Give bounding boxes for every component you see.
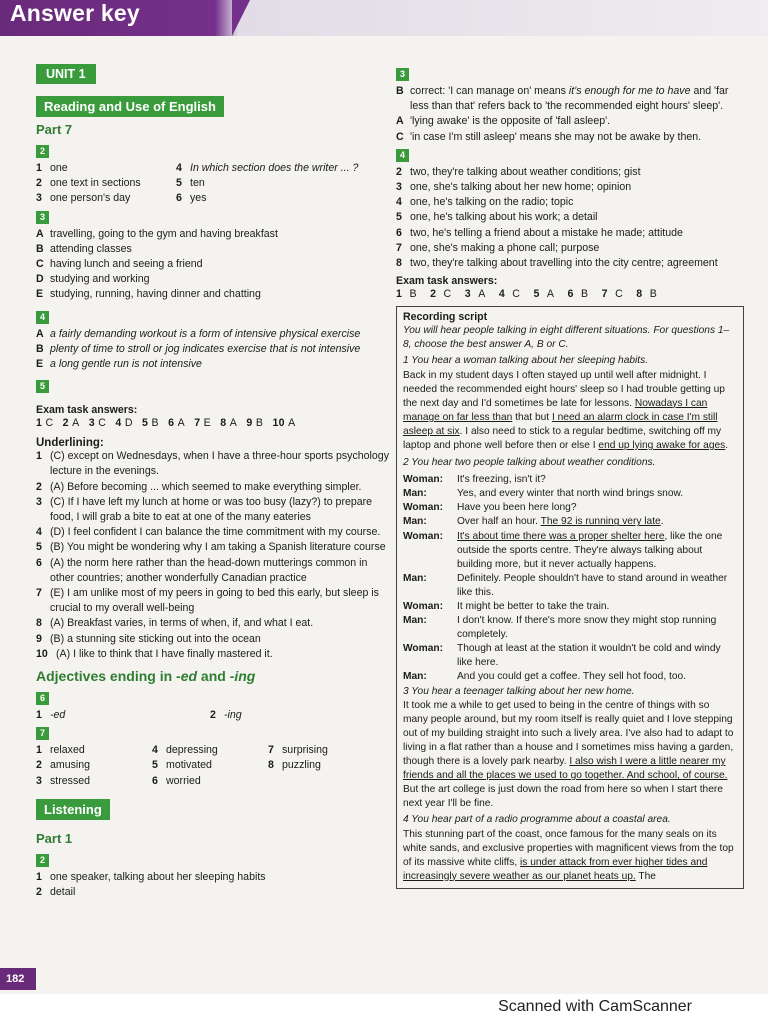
answer-row: 1 -ed 2 -ing xyxy=(36,709,242,722)
list-item: 10 (A) I like to think that I have finally mastered it. xyxy=(36,647,273,660)
list-item: 4 (D) I feel confident I can balance the time commitment with my course. xyxy=(36,526,381,539)
dialogue-line: Man: And you could get a coffee. They sell hot food, too. xyxy=(403,671,686,683)
list-item: C having lunch and seeing a friend xyxy=(36,258,203,271)
question-number: 6 xyxy=(36,692,49,705)
dialogue-line: Man: Over half an hour. The 92 is running very late. xyxy=(403,516,664,528)
list-item: E a long gentle run is not intensive xyxy=(36,358,202,371)
script-paragraph: This stunning part of the coast, once famous for the many seals on its white sands, and exclusive properties with magnificent views from the top of its massive white cliffs, is under attack from ever higher tides and increasingly severe weather as our planet heats up. The xyxy=(403,828,734,882)
dialogue-line: Woman: It's about time there was a proper shelter here, like the one outside the sports centre. They're always talking about building more, but it never actually happens. xyxy=(403,530,723,570)
recording-script xyxy=(396,306,744,889)
list-item: B plenty of time to stroll or jog indicates exercise that is not intensive xyxy=(36,342,361,355)
page-title: Answer key xyxy=(10,0,140,26)
list-item: B attending classes xyxy=(36,242,132,255)
dialogue-line: Woman: It's freezing, isn't it? xyxy=(403,474,546,486)
q3-answers xyxy=(36,227,390,303)
question-number: 4 xyxy=(36,311,49,324)
script-heading: 3 You hear a teenager talking about her new home. xyxy=(403,685,635,697)
list-item: 1 (C) except on Wednesdays, when I have a three-hour sports psychology lecture in the evenings. xyxy=(36,450,389,478)
dialogue xyxy=(403,473,737,684)
list-item: 7 (E) I am unlike most of my peers in going to bed this early, but sleep is crucial to my overall well-being xyxy=(36,587,379,615)
script-title: Recording script xyxy=(403,311,488,324)
answer-row: 2 amusing 5 motivated 8 puzzling xyxy=(36,759,321,772)
section-listening: Listening xyxy=(36,799,110,820)
answer-row: 1 relaxed 4 depressing 7 surprising xyxy=(36,744,328,757)
dialogue-line: Man: I don't know. If there's more snow they might stop running completely. xyxy=(403,615,717,641)
q7-answers xyxy=(36,743,390,789)
adjectives-heading: Adjectives ending in -ed and -ing xyxy=(36,668,256,685)
page-number: 182 xyxy=(0,968,36,990)
answer-row: 2 one text in sections 5 ten xyxy=(36,177,205,190)
question-number: 2 xyxy=(36,145,49,158)
list-item: E studying, running, having dinner and chatting xyxy=(36,288,261,301)
q2-answers xyxy=(36,161,390,207)
dialogue-line: Woman: Have you been here long? xyxy=(403,502,577,514)
part-title: Part 1 xyxy=(36,830,73,846)
list-item: 8 (A) Breakfast varies, in terms of when, if, and what I eat. xyxy=(36,617,314,630)
list-item: 3 one, she's talking about her new home; opinion xyxy=(396,181,632,194)
list-item: 2 detail xyxy=(36,886,76,899)
list-item: A travelling, going to the gym and having breakfast xyxy=(36,227,278,240)
exam-answers: 1 C 2 A 3 C 4 D 5 B 6 A 7 E 8 A 9 B 10 A xyxy=(36,417,296,430)
exam-task-title: Exam task answers: xyxy=(36,404,138,417)
list-item: 8 two, they're talking about travelling into the city centre; agreement xyxy=(396,257,718,270)
list-item: 7 one, she's making a phone call; purpose xyxy=(396,241,600,254)
list-item: C 'in case I'm still asleep' means she may not be awake by then. xyxy=(396,130,702,143)
script-heading: 1 You hear a woman talking about her sleeping habits. xyxy=(403,355,649,367)
list-item: 4 one, he's talking on the radio; topic xyxy=(396,196,574,209)
section-reading: Reading and Use of English xyxy=(36,96,224,117)
question-number: 7 xyxy=(36,727,49,740)
list-item: 3 (C) If I have left my lunch at home or was too busy (lazy?) to prepare food, I will grab a bite to eat at one of the many eateries xyxy=(36,495,373,524)
answer-row: 3 one person's day 6 yes xyxy=(36,192,207,205)
question-number: 3 xyxy=(36,211,49,224)
list-item: 2 two, they're talking about weather conditions; gist xyxy=(396,165,641,178)
left-column xyxy=(36,64,390,900)
dialogue-line: Man: Definitely. People shouldn't have to stand around in weather like this. xyxy=(403,572,728,598)
q4-answers xyxy=(36,327,390,373)
list-item: 2 (A) Before becoming ... which seemed to make everything simpler. xyxy=(36,480,362,493)
list-item: 6 two, he's telling a friend about a mistake he made; attitude xyxy=(396,226,683,239)
exam-answers: 1 B 2 C 3 A 4 C 5 A 6 B 7 C 8 B xyxy=(396,288,658,301)
list-item: A 'lying awake' is the opposite of 'fall asleep'. xyxy=(396,115,611,128)
exam-task-title: Exam task answers: xyxy=(396,275,498,288)
script-paragraph: Back in my student days I often stayed up until well after midnight. I needed the recommended eight hours' sleep so I had trouble getting up the next day and I'd sometimes be late for lessons. Nowadays I can manage on far less than that but I need an alarm clock in case I'm still asleep at six. I also need to stick to a regular bedtime, switching off my laptop and phone well before then or else I end up lying awake for ages. xyxy=(403,369,729,451)
list-item: 6 (A) the norm here rather than the head-down mutterings common in other countries; another wonderfully Canadian practice xyxy=(36,556,368,584)
question-number: 5 xyxy=(36,380,49,393)
scan-watermark-text: Scanned with CamScanner xyxy=(498,998,692,1015)
list-item: B correct: 'I can manage on' means it's enough for me to have and 'far less than that' refers back to 'the recommended eight hours' sleep'. xyxy=(396,85,729,113)
dialogue-line: Man: Yes, and every winter that north wind brings snow. xyxy=(403,488,684,500)
answer-row: 1 one 4 In which section does the writer ... ? xyxy=(36,162,359,174)
list-item: 5 (B) You might be wondering why I am taking a Spanish literature course xyxy=(36,541,386,554)
part-title: Part 7 xyxy=(36,122,73,137)
right-column xyxy=(396,64,744,889)
unit-label: UNIT 1 xyxy=(36,64,96,84)
q4-right-answers xyxy=(396,165,744,271)
underlining-list xyxy=(36,449,390,662)
answer-row: 3 stressed 6 worried xyxy=(36,774,201,787)
list-item: 9 (B) a stunning site sticking out into the ocean xyxy=(36,632,261,645)
script-intro: You will hear people talking in eight different situations. For questions 1–8, choose the best answer A, B or C. xyxy=(403,325,730,351)
underlining-title: Underlining: xyxy=(36,437,104,450)
dialogue-line: Woman: Though at least at the station it wouldn't be cold and windy like here. xyxy=(403,643,721,669)
scan-footer xyxy=(0,994,768,1024)
question-number: 2 xyxy=(36,854,49,867)
script-heading: 4 You hear part of a radio programme about a coastal area. xyxy=(403,814,671,826)
script-heading: 2 You hear two people talking about weather conditions. xyxy=(403,457,656,469)
question-number: 3 xyxy=(396,68,409,81)
list-item: 5 one, he's talking about his work; a detail xyxy=(396,211,598,224)
list-item: D studying and working xyxy=(36,273,150,286)
question-number: 4 xyxy=(396,149,409,162)
dialogue-line: Woman: It might be better to take the train. xyxy=(403,601,610,613)
script-paragraph: It took me a while to get used to being in the centre of things with so many people around, but my room itself is really quiet and I love stepping out of my building straight into such a lively area. I've also had to adapt to living in a flat rather than a house and I sometimes miss having a garden, though there is a lovely park nearby. I also wish I were a little nearer my friends and all the places we used to go together. And school, of course. But the art college is just down the road from here so when I start there next year I'll be fine. xyxy=(403,699,734,810)
list-item: 1 one speaker, talking about her sleeping habits xyxy=(36,870,266,883)
list-item: A a fairly demanding workout is a form of intensive physical exercise xyxy=(36,327,361,340)
